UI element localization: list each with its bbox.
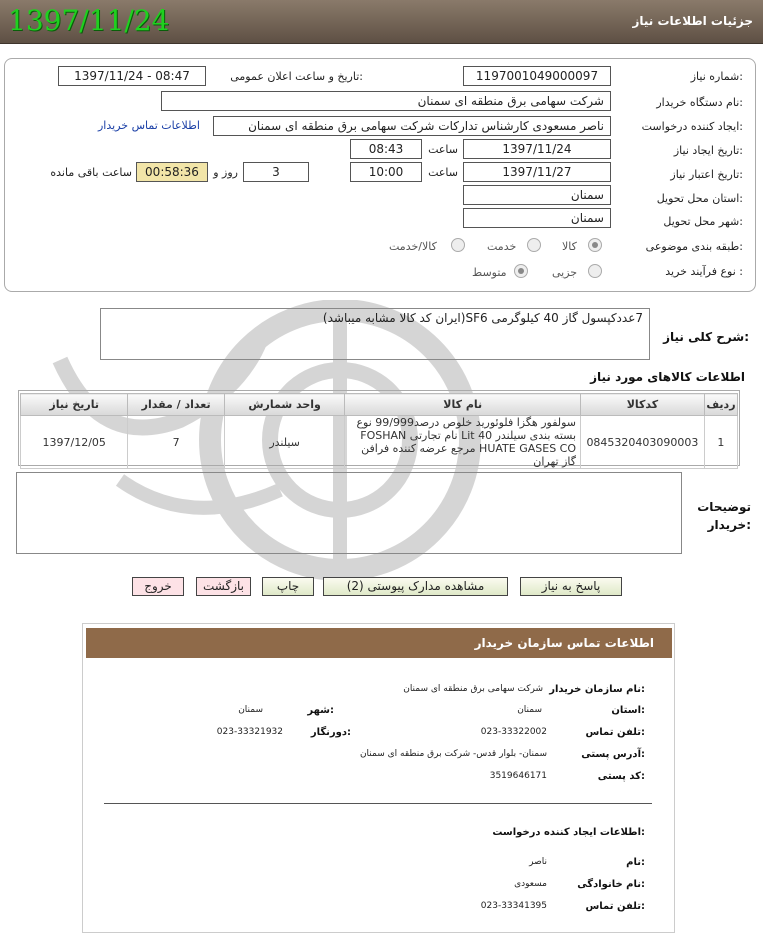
col-item-code: کدکالا — [581, 394, 705, 416]
category-label: طبقه بندی موضوعی: — [645, 240, 743, 253]
delivery-city-label: شهر محل تحویل: — [663, 215, 743, 228]
buyer-contact-link[interactable]: اطلاعات تماس خریدار — [98, 119, 200, 132]
contact-postal-label: کد پستی: — [597, 771, 645, 782]
col-quantity: تعداد / مقدار — [128, 394, 224, 416]
delivery-province-field: سمنان — [463, 185, 611, 205]
process-option-minor: جزیی — [552, 266, 578, 279]
delivery-province-label: استان محل تحویل: — [656, 192, 743, 205]
contact-postal-value: 3519646171 — [489, 771, 547, 781]
contact-province-value: سمنان — [517, 705, 542, 715]
contact-panel-title: اطلاعات تماس سازمان خریدار — [474, 636, 654, 650]
cell-item-code: 0845320403090003 — [581, 416, 705, 469]
summary-label: شرح کلی نیاز: — [663, 330, 749, 344]
items-section-title: اطلاعات کالاهای مورد نیاز — [590, 370, 745, 384]
time-remaining-field: 00:58:36 — [136, 162, 208, 182]
category-option-both: کالا/خدمت — [389, 240, 437, 253]
creator-name-value: ناصر — [529, 857, 547, 867]
col-need-date: تاریخ نیاز — [21, 394, 128, 416]
buyer-org-field: شرکت سهامی برق منطقه ای سمنان — [161, 91, 611, 111]
announce-datetime-field: 1397/11/24 - 08:47 — [58, 66, 206, 86]
contact-fax-label: دورنگار: — [310, 727, 351, 738]
validity-date-label: تاریخ اعتبار نیاز: — [670, 168, 743, 181]
created-date-field: 1397/11/24 — [463, 139, 611, 159]
date-stamp: 1397/11/24 — [8, 4, 170, 37]
contact-city-label: شهر: — [307, 705, 334, 716]
creator-name-label: نام: — [626, 857, 645, 868]
category-radio-goods[interactable] — [588, 238, 602, 252]
creator-section-title: اطلاعات ایجاد کننده درخواست: — [492, 827, 645, 838]
validity-time-field: 10:00 — [350, 162, 422, 182]
contact-org-value: شرکت سهامی برق منطقه ای سمنان — [403, 684, 543, 694]
buyer-org-label: نام دستگاه خریدار: — [656, 96, 743, 109]
time-remaining-label: ساعت باقی مانده — [50, 166, 132, 179]
days-label: روز و — [213, 166, 238, 179]
process-radio-medium[interactable] — [514, 264, 528, 278]
validity-date-field: 1397/11/27 — [463, 162, 611, 182]
back-button[interactable]: بازگشت — [196, 577, 251, 596]
contact-address-label: آدرس پستی: — [581, 749, 645, 760]
creator-phone-label: تلفن تماس: — [585, 901, 645, 912]
created-date-label: تاریخ ایجاد نیاز: — [673, 144, 743, 157]
need-number-field: 1197001049000097 — [463, 66, 611, 86]
contact-province-label: استان: — [611, 705, 645, 716]
header-bar — [0, 0, 763, 44]
page-title: جزئیات اطلاعات نیاز — [632, 14, 753, 28]
created-time-label: ساعت — [428, 143, 458, 156]
col-row: ردیف — [704, 394, 737, 416]
contact-divider — [104, 803, 652, 804]
contact-fax-value: 023-33321932 — [216, 727, 283, 737]
items-table — [20, 393, 738, 469]
requester-field: ناصر مسعودی کارشناس تدارکات شرکت سهامی برق منطقه ای سمنان — [213, 116, 611, 136]
exit-button[interactable]: خروج — [132, 577, 184, 596]
reply-button[interactable]: پاسخ به نیاز — [520, 577, 622, 596]
announce-datetime-label: تاریخ و ساعت اعلان عمومی: — [230, 70, 363, 83]
category-option-goods: کالا — [562, 240, 577, 253]
summary-textarea[interactable]: 7عددکپسول گاز 40 کیلوگرمی SF6(ایران کد کالا مشابه میباشد) — [100, 308, 650, 360]
category-radio-both[interactable] — [451, 238, 465, 252]
creator-family-label: نام خانوادگی: — [577, 879, 645, 890]
creator-phone-value: 023-33341395 — [480, 901, 547, 911]
created-time-field: 08:43 — [350, 139, 422, 159]
delivery-city-field: سمنان — [463, 208, 611, 228]
cell-quantity: 7 — [128, 416, 224, 469]
process-radio-minor[interactable] — [588, 264, 602, 278]
view-attachments-button[interactable]: مشاهده مدارک پیوستی (2) — [323, 577, 508, 596]
contact-phone-label: تلفن تماس: — [585, 727, 645, 738]
cell-need-date: 1397/12/05 — [21, 416, 128, 469]
buyer-notes-textarea[interactable] — [16, 472, 682, 554]
contact-address-value: سمنان- بلوار قدس- شرکت برق منطقه ای سمنان — [359, 749, 547, 759]
contact-panel-header — [86, 628, 672, 658]
cell-item-name: سولفور هگزا فلوئورید خلوص درصد99/999 نوع بسته بندی سیلندر 40 Lit نام تجارتی FOSHAN HUATE GASES CO مرجع عرضه کننده فرافن گاز تهران — [345, 416, 581, 469]
validity-time-label: ساعت — [428, 166, 458, 179]
days-remaining-field: 3 — [243, 162, 309, 182]
col-unit: واحد شمارش — [224, 394, 345, 416]
col-item-name: نام کالا — [345, 394, 581, 416]
category-radio-service[interactable] — [527, 238, 541, 252]
category-option-service: خدمت — [487, 240, 517, 253]
process-type-label: نوع فرآیند خرید : — [665, 265, 743, 278]
contact-phone-value: 023-33322002 — [480, 727, 547, 737]
requester-label: ایجاد کننده درخواست: — [641, 120, 743, 133]
contact-org-label: نام سازمان خریدار: — [549, 684, 645, 695]
process-option-medium: متوسط — [472, 266, 507, 279]
buyer-notes-label: توضیحات خریدار: — [697, 500, 751, 532]
cell-unit: سیلندر — [224, 416, 345, 469]
cell-row: 1 — [704, 416, 737, 469]
creator-family-value: مسعودی — [514, 879, 547, 889]
need-number-label: شماره نیاز: — [690, 70, 743, 83]
print-button[interactable]: چاپ — [262, 577, 314, 596]
table-row — [21, 416, 738, 469]
contact-city-value: سمنان — [238, 705, 263, 715]
